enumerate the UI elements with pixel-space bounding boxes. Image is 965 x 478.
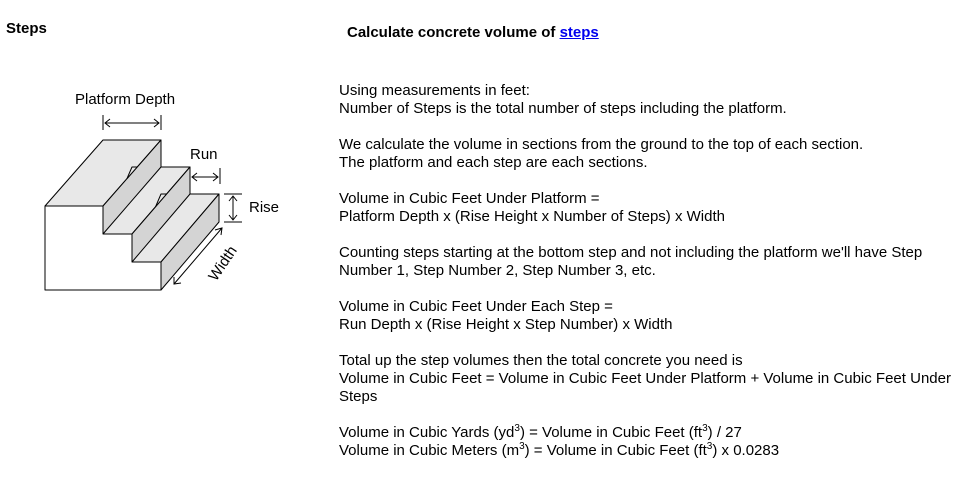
yards-text-b: ) = Volume in Cubic Feet (ft bbox=[519, 424, 703, 441]
units-note: Using measurements in feet: bbox=[339, 82, 530, 99]
rise-label: Rise bbox=[249, 199, 280, 216]
meters-text-b: ) = Volume in Cubic Feet (ft bbox=[524, 442, 707, 459]
platform-volume-label: Volume in Cubic Feet Under Platform = bbox=[339, 190, 600, 207]
step-volume-label: Volume in Cubic Feet Under Each Step = bbox=[339, 298, 613, 315]
sections-line-2: The platform and each step are each sections. bbox=[339, 154, 648, 171]
meters-exponent-2: 3 bbox=[706, 441, 713, 452]
instructions bbox=[339, 82, 965, 478]
units-paragraph bbox=[339, 82, 965, 118]
step-volume-formula: Run Depth x (Rise Height x Step Number) x Width bbox=[339, 316, 673, 333]
steps-link[interactable]: steps bbox=[559, 24, 599, 41]
platform-volume-paragraph bbox=[339, 190, 965, 226]
section-title: Steps bbox=[6, 20, 47, 37]
meters-text-c: ) x 0.0283 bbox=[712, 442, 780, 459]
meters-text-a: Volume in Cubic Meters (m bbox=[339, 442, 520, 459]
steps-definition: Number of Steps is the total number of steps including the platform. bbox=[339, 100, 787, 117]
sections-paragraph bbox=[339, 136, 965, 172]
steps-diagram-svg bbox=[30, 84, 300, 299]
cubic-yards-formula bbox=[339, 424, 965, 442]
meters-exponent-1: 3 bbox=[519, 441, 525, 452]
step-counting-paragraph bbox=[339, 244, 965, 280]
conversion-paragraph bbox=[339, 424, 965, 460]
step-counting-text: Counting steps starting at the bottom step and not including the platform we'll have Step Number 1, Step Number 2, Step Number 3, etc. bbox=[339, 244, 923, 279]
yards-text-a: Volume in Cubic Yards (yd bbox=[339, 424, 515, 441]
calc-heading bbox=[347, 24, 599, 41]
platform-depth-label: Platform Depth bbox=[75, 91, 176, 108]
steps-diagram bbox=[30, 84, 300, 299]
yards-text-c: ) / 27 bbox=[707, 424, 742, 441]
platform-volume-formula: Platform Depth x (Rise Height x Number of Steps) x Width bbox=[339, 208, 725, 225]
yards-exponent-2: 3 bbox=[702, 423, 708, 434]
run-label: Run bbox=[190, 146, 218, 163]
total-intro: Total up the step volumes then the total concrete you need is bbox=[339, 352, 743, 369]
yards-exponent-1: 3 bbox=[514, 423, 520, 434]
calc-heading-text: Calculate concrete volume of bbox=[347, 24, 560, 41]
step-volume-paragraph bbox=[339, 298, 965, 334]
width-label: Width bbox=[205, 242, 241, 285]
total-formula: Volume in Cubic Feet = Volume in Cubic Feet Under Platform + Volume in Cubic Feet Under Steps bbox=[339, 370, 951, 405]
total-paragraph bbox=[339, 352, 965, 406]
cubic-meters-formula bbox=[339, 442, 965, 460]
sections-line-1: We calculate the volume in sections from the ground to the top of each section. bbox=[339, 136, 864, 153]
